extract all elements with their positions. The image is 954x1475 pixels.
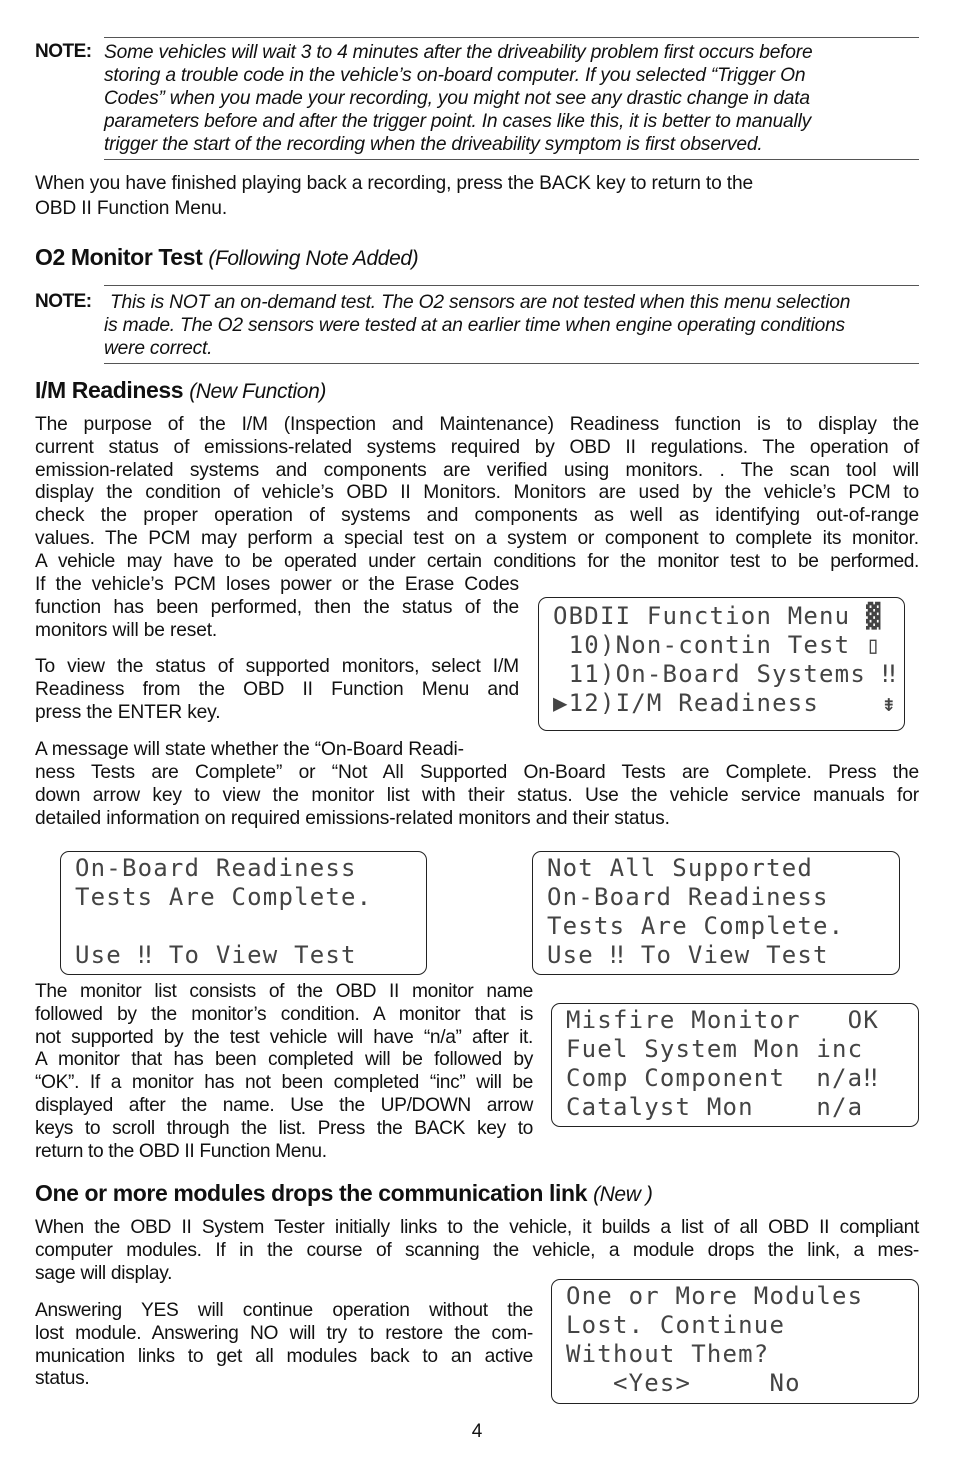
lcd-line: <Yes> No: [566, 1369, 801, 1397]
modules-p2-line: status.: [35, 1368, 90, 1390]
im-heading: [35, 377, 326, 404]
im-p3-line: ness Tests are Complete” or “Not All Supported On-Board Tests are Complete. Press the: [35, 762, 919, 783]
im-p1-line: current status of emissions-related systems required by OBD II regulations. The operation of: [35, 436, 919, 458]
page-number: 4: [471, 1421, 483, 1442]
lcd-line: Fuel System Mon inc: [566, 1035, 864, 1063]
note2-line: This is NOT an on-demand test. The O2 sensors are not tested when this menu selection: [110, 292, 851, 313]
note1-line: parameters before and after the trigger point. In cases like this, it is better to manually: [104, 111, 812, 132]
im-p1b-line: monitors will be reset.: [35, 619, 218, 641]
im-p1-line: values. The PCM may perform a special test on a system or component to complete its monitor.: [35, 527, 919, 549]
im-p4-line: return to the OBD II Function Menu.: [35, 1140, 327, 1162]
modules-paragraph-2: [35, 1300, 533, 1391]
playback-line: OBD II Function Menu.: [35, 198, 228, 219]
modules-heading-subtitle: (New ): [593, 1183, 653, 1206]
lcd-line: Comp Component n/a‼: [566, 1064, 879, 1092]
im-p3-line: detailed information on required emissions-related monitors and their status.: [35, 807, 670, 829]
im-paragraph-3-first: A message will state whether the “On-Board Readi-: [35, 739, 464, 760]
note1-top-rule: [104, 37, 919, 38]
note2-label: NOTE:: [35, 291, 92, 312]
im-p1-line: display the condition of vehicle’s OBD II Monitors. Monitors are used by the vehicle’s PCM to: [35, 482, 919, 504]
note1-line: trigger the start of the recording when the driveability symptom is first observed.: [104, 134, 763, 155]
note1-line: Codes” when you made your recording, you might not see any drastic change in data: [104, 88, 810, 109]
modules-p1-line: When the OBD II System Tester initially links to the vehicle, it builds a list of all OBD II compliant: [35, 1217, 919, 1238]
lcd-tests-complete: [60, 851, 427, 975]
im-paragraph-1b: [35, 574, 519, 642]
modules-p2-line: munication links to get all modules back to an active: [35, 1345, 533, 1367]
im-heading-subtitle: (New Function): [189, 380, 326, 403]
note2-text: [104, 291, 919, 360]
lcd-not-all-supported: [532, 851, 900, 975]
note2-bottom-rule: [104, 363, 919, 364]
lcd-line: Not All Supported: [547, 854, 814, 882]
im-p1-line: check the proper operation of systems and components as well as identifying out-of-range: [35, 505, 919, 527]
lcd-line: On-Board Readiness: [547, 883, 829, 911]
lcd-monitor-list: [551, 1003, 919, 1127]
note1-line: Some vehicles will wait 3 to 4 minutes after the driveability problem first occurs before: [104, 42, 813, 63]
im-paragraph-1: [35, 414, 919, 574]
o2-heading: [35, 244, 418, 271]
im-p2-line: press the ENTER key.: [35, 701, 221, 723]
im-heading-title: I/M Readiness: [35, 377, 184, 403]
im-p4-line: displayed after the name. Use the UP/DOWN arrow: [35, 1094, 533, 1116]
lcd-line: ▶12)I/M Readiness ⇟: [553, 689, 898, 717]
im-p4-line: not supported by the test vehicle will have “n/a” after it.: [35, 1026, 533, 1048]
note2-line: were correct.: [104, 338, 213, 359]
lcd-line: On-Board Readiness: [75, 854, 357, 882]
lcd-line: Without Them?: [566, 1340, 770, 1368]
im-paragraph-2: [35, 656, 519, 724]
im-p4-line: followed by the monitor’s condition. A monitor that is: [35, 1003, 533, 1025]
note1-bottom-rule: [104, 159, 919, 160]
modules-p1-line: computer modules. If in the course of scanning the vehicle, a module drops the link, a mes-: [35, 1239, 919, 1261]
o2-heading-title: O2 Monitor Test: [35, 244, 203, 270]
note1-text: [104, 41, 919, 156]
lcd-line: 10)Non-contin Test ▯: [553, 631, 882, 659]
lcd-line: Tests Are Complete.: [547, 912, 845, 940]
modules-p2-line: lost module. Answering NO will try to restore the com-: [35, 1322, 533, 1344]
im-p3-line: down arrow key to view the monitor list with their status. Use the vehicle service manuals for: [35, 784, 919, 806]
lcd-modules-lost: [551, 1279, 919, 1404]
im-p4-line: The monitor list consists of the OBD II monitor name: [35, 981, 533, 1002]
lcd-line: 11)On-Board Systems ‼: [553, 660, 898, 688]
note1-line: storing a trouble code in the vehicle’s on-board computer. If you selected “Trigger On: [104, 65, 806, 86]
lcd-line: Lost. Continue: [566, 1311, 786, 1339]
im-p1-line: emission-related systems and components are verified using monitors. . The scan tool will: [35, 459, 919, 481]
im-paragraph-3: [35, 762, 919, 830]
lcd-line: Use ‼ To View Test: [75, 941, 357, 969]
im-p4-line: keys to scroll through the list. Press the BACK key to: [35, 1117, 533, 1139]
modules-heading: [35, 1180, 653, 1207]
im-p4-line: A monitor that has been completed will be followed by: [35, 1049, 533, 1071]
im-paragraph-4: [35, 981, 533, 1163]
im-p1-line: A vehicle may have to be operated under certain conditions for the monitor test to be performed.: [35, 550, 919, 572]
im-p2-line: To view the status of supported monitors, select I/M: [35, 656, 519, 677]
modules-p2-line: Answering YES will continue operation without the: [35, 1300, 533, 1321]
o2-heading-subtitle: (Following Note Added): [208, 247, 419, 270]
lcd-line: One or More Modules: [566, 1282, 864, 1310]
im-p1b-line: If the vehicle’s PCM loses power or the Erase Codes: [35, 574, 519, 595]
im-p4-line: “OK”. If a monitor has not been completed “inc” will be: [35, 1072, 533, 1094]
playback-line: When you have finished playing back a recording, press the BACK key to return to the: [35, 173, 753, 194]
im-p1-line: The purpose of the I/M (Inspection and Maintenance) Readiness function is to display the: [35, 414, 919, 435]
modules-paragraph-1: [35, 1217, 919, 1285]
lcd-line: Tests Are Complete.: [75, 883, 373, 911]
lcd-line: OBDII Function Menu ▓: [553, 602, 882, 630]
playback-paragraph: [35, 171, 919, 221]
note2-top-rule: [104, 285, 919, 286]
lcd-function-menu: [538, 597, 905, 731]
modules-heading-title: One or more modules drops the communication link: [35, 1180, 588, 1206]
im-p2-line: Readiness from the OBD II Function Menu and: [35, 678, 519, 700]
lcd-line: Misfire Monitor OK: [566, 1006, 879, 1034]
note2-line: is made. The O2 sensors were tested at an earlier time when engine operating conditions: [104, 315, 845, 336]
im-p1b-line: function has been performed, then the status of the: [35, 596, 519, 618]
lcd-line: Catalyst Mon n/a: [566, 1093, 864, 1121]
lcd-line: Use ‼ To View Test: [547, 941, 829, 969]
note1-label: NOTE:: [35, 41, 92, 62]
modules-p1-line: sage will display.: [35, 1262, 173, 1284]
